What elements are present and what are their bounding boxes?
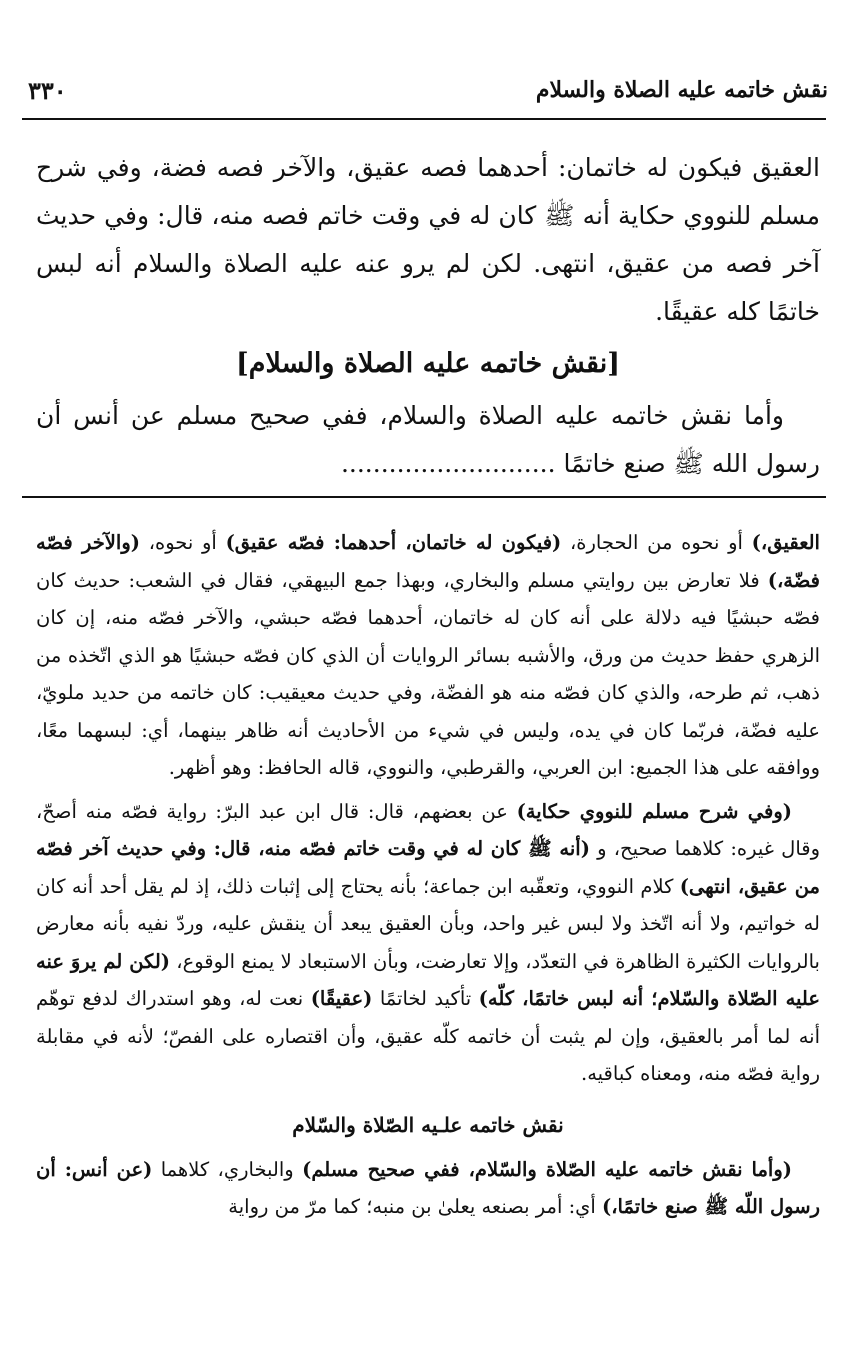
quoted-matn-segment: (وفي شرح مسلم للنووي حكاية) <box>516 799 792 823</box>
commentary-segment: والبخاري، كلاهما <box>152 1157 303 1181</box>
quoted-matn-segment: (وأما نقش خاتمه عليه الصّلاة والسّلام، ففي صحيح مسلم) <box>302 1157 792 1181</box>
header-rule <box>22 118 826 120</box>
commentary-segment: نعت له، وهو استدراك لدفع توهّم أنه لما أمر بالعقيق، وإن لم يثبت أن خاتمه كلّه عقيق، وأن اقتصاره على الفصّ؛ لأنه في مقابلة رواية فصّه منه، ومعناه كباقيه. <box>36 987 820 1085</box>
commentary-segment: تأكيد لخاتمًا <box>372 987 479 1010</box>
commentary-divider <box>22 496 826 498</box>
commentary-paragraph-3 <box>36 1151 820 1226</box>
commentary-text <box>36 524 820 1226</box>
page-number: ٣٣٠ <box>28 75 67 105</box>
matn-paragraph-2: وأما نقش خاتمه عليه الصلاة والسلام، ففي صحيح مسلم عن أنس أن رسول الله ﷺ صنع خاتمًا ........................... <box>36 401 820 478</box>
commentary-paragraph-2 <box>36 793 820 1093</box>
quoted-matn-segment: (والآخر فصّه فضّة،) <box>36 531 820 592</box>
page-header <box>28 70 828 110</box>
commentary-segment: أو نحوه، <box>139 531 226 554</box>
commentary-segment: كلام النووي، وتعقّبه ابن جماعة؛ بأنه يحتاج إلى إثبات ذلك، إذ لم يقل أحد أنه كان له خواتيم، ولا أنه اتّخذ ولا لبس غير واحد، وبأن العقيق يبعد أن ينقش عليه، وردّ نفيه بأنه معارض بالروايات الكثيرة الظاهرة في التعدّد، وإلا تعارضت، وبأن الاستبعاد لا يمنع الوقوع، <box>36 874 820 973</box>
quoted-matn-segment: (فيكون له خاتمان، أحدهما: فصّه عقيق) <box>225 531 562 554</box>
quoted-matn-segment: (عن أنس: أن رسول اللّه ﷺ صنع خاتمًا،) <box>36 1157 820 1218</box>
commentary-segment: أو نحوه من الحجارة، <box>561 531 752 554</box>
main-text <box>36 144 820 488</box>
section-heading: [نقش خاتمه عليه الصلاة والسلام] <box>235 348 620 379</box>
quoted-matn-segment: (لكن لم يروَ عنه عليه الصّلاة والسّلام؛ أنه لبس خاتمًا، كلّه) <box>36 949 821 1010</box>
quoted-matn-segment: العقيق،) <box>751 531 820 554</box>
commentary-segment: فلا تعارض بين روايتي مسلم والبخاري، وبهذا جمع البيهقي، فقال في الشعب: حديث كان فصّه حبشيًا فيه دلالة على أنه كان له خاتمان، أحدهما فصّه حبشي، والآخر فصّه منه، إن كان الزهري حفظ حديث من ورق، والأشبه بسائر الروايات أن الذي كان فصّه حبشيًا هو الذي اتّخذه من ذهب، ثم طرحه، والذي كان فصّه منه هو الفضّة، وفي حديث معيقيب: كان خاتمه من حديد ملويّ، عليه فضّة، فربّما كان في يده، وليس في شيء من الأحاديث أنه ظاهر بينهما، أي: لبسهما معًا، ووافقه على هذا الجميع: ابن العربي، والقرطبي، والنووي، قاله الحافظ: وهو أظهر. <box>36 568 820 779</box>
commentary-segment: عن بعضهم، قال: قال ابن عبد البرّ: رواية فصّه منه أصحّ، وقال غيره: كلاهما صحيح، و <box>36 799 821 860</box>
commentary-segment: أي: أمر بصنعه يعلىٰ بن منبه؛ كما مرّ من رواية <box>228 1195 603 1218</box>
matn-paragraph-1: العقيق فيكون له خاتمان: أحدهما فصه عقيق، والآخر فصه فضة، وفي شرح مسلم للنووي حكاية أنه ﷺ كان له في وقت خاتم فصه منه، قال: وفي حديث آخر فصه من عقيق، انتهى. لكن لم يرو عنه عليه الصلاة والسلام أنه لبس خاتمًا كله عقيقًا. <box>36 153 820 326</box>
quoted-matn-segment: (عقيقًا) <box>310 987 373 1010</box>
commentary-heading: نقش خاتمه علـيه الصّلاة والسّلام <box>292 1112 564 1137</box>
quoted-matn-segment: (أنه ﷺ كان له في وقت خاتم فصّه منه، قال: وفي حديث آخر فصّه من عقيق، انتهى) <box>36 837 820 898</box>
running-title: نقش خاتمه عليه الصلاة والسلام <box>535 77 828 103</box>
commentary-paragraph-1 <box>36 524 820 787</box>
